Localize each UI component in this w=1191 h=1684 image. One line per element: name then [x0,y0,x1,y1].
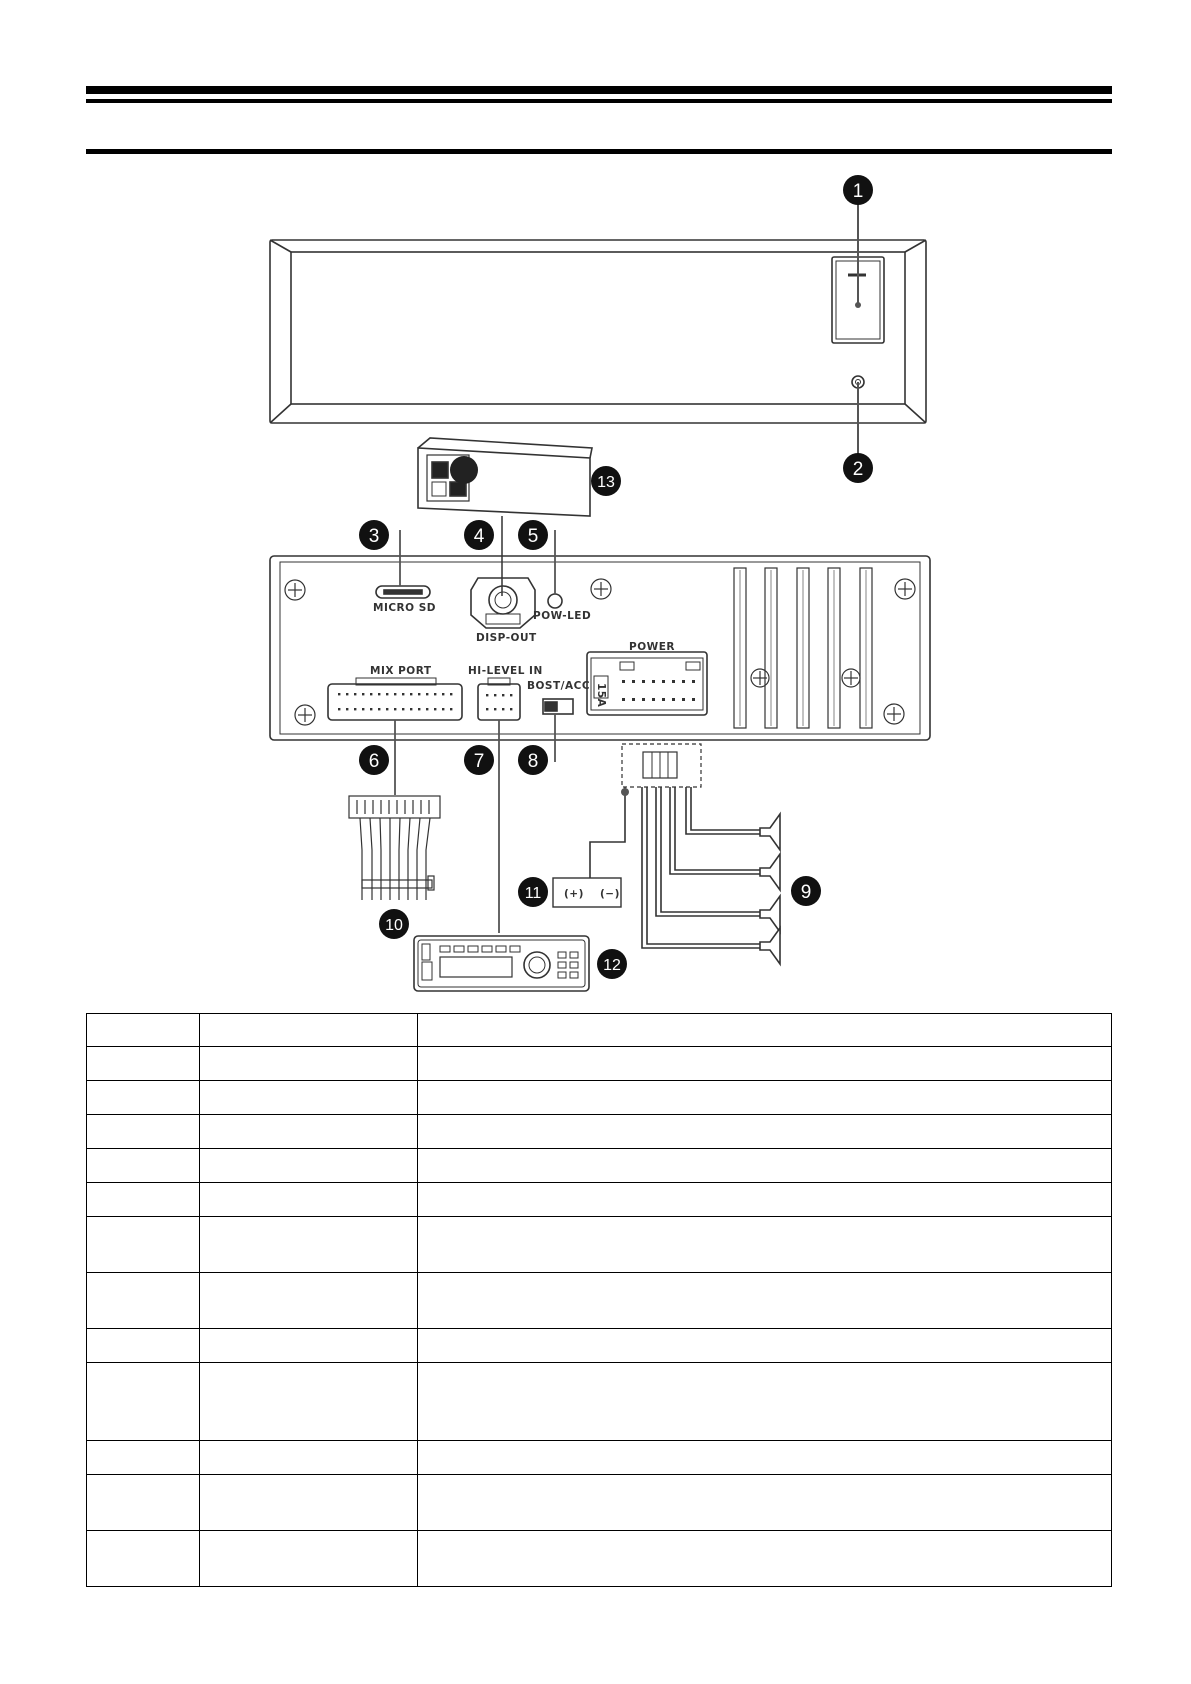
svg-text:2: 2 [852,459,864,480]
table-cell [418,1475,1112,1531]
table-cell [418,1081,1112,1115]
table-cell [418,1531,1112,1587]
table-cell [87,1014,200,1047]
front-panel [270,240,926,423]
table-cell [200,1273,418,1329]
table-cell [87,1273,200,1329]
label-micro-sd: MICRO SD [373,602,437,614]
table-cell [200,1441,418,1475]
callout-2 [843,453,873,483]
svg-text:9: 9 [800,882,812,903]
table-cell [418,1329,1112,1363]
harness-adapter [349,796,440,900]
callout-12 [597,949,627,979]
svg-text:8: 8 [527,751,539,772]
table-cell [87,1183,200,1217]
table-cell [200,1217,418,1273]
callout-9 [791,876,821,906]
label-pow-led: POW-LED [533,610,592,622]
table-cell [418,1183,1112,1217]
svg-text:4: 4 [473,526,485,547]
description-table [86,1013,1112,1587]
callout-5 [518,520,548,550]
table-cell [418,1217,1112,1273]
svg-text:7: 7 [473,751,485,772]
label-mix-port: MIX PORT [370,665,432,677]
speakers [760,814,780,964]
table-cell [87,1081,200,1115]
table-header-row [87,1014,1112,1047]
table-cell [418,1115,1112,1149]
head-unit [414,936,589,991]
table-cell [200,1047,418,1081]
table-cell [200,1149,418,1183]
table-cell [200,1081,418,1115]
callout-3 [359,520,389,550]
table-row [87,1531,1112,1587]
table-cell [87,1329,200,1363]
svg-text:12: 12 [603,957,621,974]
table-cell [418,1363,1112,1441]
speaker-wires [590,787,760,948]
table-row [87,1363,1112,1441]
label-bost-acc: BOST/ACC [527,680,591,692]
table-cell [87,1475,200,1531]
power-plug [622,744,701,787]
table-cell [418,1441,1112,1475]
table-row [87,1149,1112,1183]
svg-text:11: 11 [524,885,542,902]
table-cell [200,1183,418,1217]
callout-1 [843,175,873,205]
label-hi-level-in: HI-LEVEL IN [468,665,543,677]
callout-7 [464,745,494,775]
table-row [87,1183,1112,1217]
table-cell [87,1115,200,1149]
svg-text:10: 10 [385,917,403,934]
table-cell [200,1014,418,1047]
table-row [87,1273,1112,1329]
callout-13 [591,466,621,496]
table-cell [418,1273,1112,1329]
label-battery-plus: (+) [564,888,584,900]
table-row [87,1115,1112,1149]
label-power: POWER [629,641,675,653]
table-cell [418,1149,1112,1183]
table-cell [418,1014,1112,1047]
rear-panel [270,556,930,740]
table-row [87,1047,1112,1081]
table-row [87,1329,1112,1363]
table-cell [200,1329,418,1363]
table-cell [200,1531,418,1587]
label-disp-out: DISP-OUT [476,632,537,644]
svg-text:1: 1 [852,181,864,202]
table-row [87,1441,1112,1475]
svg-text:13: 13 [597,474,615,491]
callout-6 [359,745,389,775]
table-row [87,1475,1112,1531]
callout-4 [464,520,494,550]
table-cell [418,1047,1112,1081]
svg-text:3: 3 [368,526,380,547]
callout-10 [379,909,409,939]
svg-text:5: 5 [527,526,539,547]
table-cell [87,1149,200,1183]
table-row [87,1217,1112,1273]
table-row [87,1081,1112,1115]
table-cell [200,1115,418,1149]
table-cell [200,1363,418,1441]
table-cell [87,1531,200,1587]
label-fuse: 15A [595,683,607,708]
label-battery-minus: (−) [600,888,620,900]
wired-remote [418,438,592,516]
callout-11 [518,877,548,907]
table-cell [87,1047,200,1081]
mix-port-pins [338,693,452,710]
table-cell [87,1363,200,1441]
table-cell [200,1475,418,1531]
table-cell [87,1441,200,1475]
callout-8 [518,745,548,775]
svg-text:6: 6 [368,751,380,772]
table-cell [87,1217,200,1273]
